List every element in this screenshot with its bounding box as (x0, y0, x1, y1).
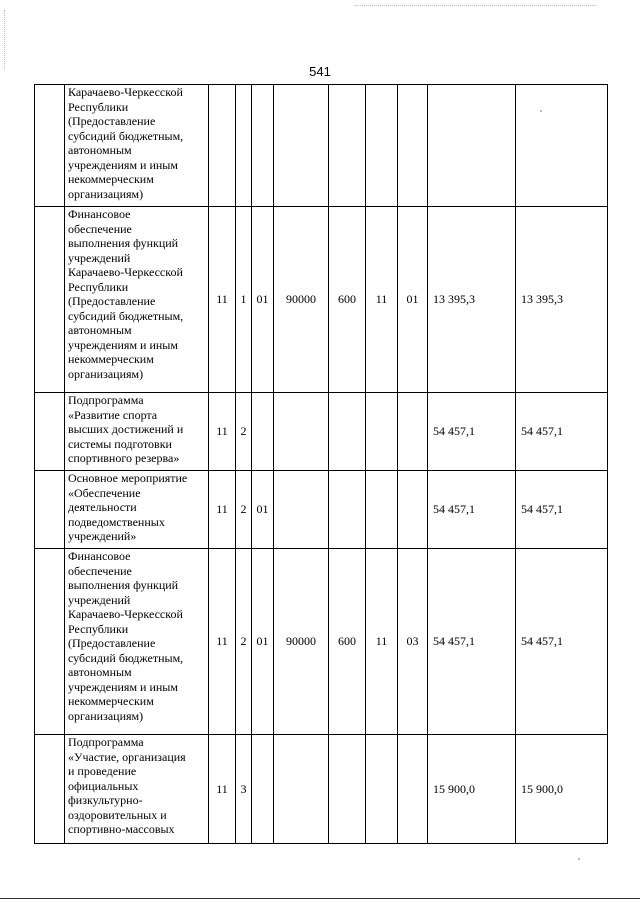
description-line: Республики (68, 279, 129, 294)
description-line: официальных (68, 778, 139, 793)
code-cell-c5: 600 (329, 549, 366, 735)
description-line: оздоровительных и (68, 807, 167, 822)
code-cell-c1 (209, 85, 236, 207)
table-row (35, 85, 608, 207)
description-line: автономным (68, 665, 132, 679)
code-cell-c7 (398, 85, 428, 207)
description-line: некоммерческим (68, 352, 154, 366)
table-row (35, 735, 608, 844)
amount1-cell: 15 900,0 (428, 735, 516, 844)
empty-cell (35, 471, 65, 549)
code-cell-c7: 01 (398, 207, 428, 393)
code-cell-c3 (252, 85, 274, 207)
empty-cell (35, 549, 65, 735)
code-cell-c1: 11 (209, 471, 236, 549)
description-line: учреждениям и иным (68, 157, 178, 172)
table-row (35, 207, 608, 393)
code-cell-c4: 90000 (274, 549, 329, 735)
amount2-cell: 13 395,3 (516, 207, 608, 393)
amount2-cell: 54 457,1 (516, 393, 608, 471)
description-line: обеспечение (68, 563, 132, 578)
empty-cell (35, 735, 65, 844)
table-row (35, 471, 608, 549)
description-line: «Обеспечение (68, 485, 141, 500)
description-line: Подпрограмма (68, 735, 144, 749)
description-line: деятельности (68, 500, 137, 514)
amount1-cell: 54 457,1 (428, 549, 516, 735)
amount1-cell: 54 457,1 (428, 471, 516, 549)
description-line: «Участие, организация (68, 749, 186, 764)
code-cell-c7 (398, 393, 428, 471)
description-line: некоммерческим (68, 694, 154, 708)
code-cell-c5 (329, 471, 366, 549)
code-cell-c3: 01 (252, 207, 274, 393)
description-cell (65, 735, 209, 844)
description-line: Карачаево-Черкесской (68, 607, 183, 621)
code-cell-c2: 3 (236, 735, 252, 844)
description-line: Подпрограмма (68, 393, 144, 407)
page-number: 541 (309, 64, 331, 79)
description-line: «Развитие спорта (68, 407, 158, 422)
code-cell-c6: 11 (366, 207, 398, 393)
code-cell-c2 (236, 85, 252, 207)
empty-cell (35, 393, 65, 471)
code-cell-c3: 01 (252, 471, 274, 549)
amount2-cell: 54 457,1 (516, 549, 608, 735)
description-line: спортивного резерва» (68, 451, 180, 465)
code-cell-c6 (366, 735, 398, 844)
code-cell-c3 (252, 393, 274, 471)
code-cell-c1: 11 (209, 207, 236, 393)
scan-artifact-bottom (0, 898, 640, 899)
code-cell-c6 (366, 85, 398, 207)
description-line: системы подготовки (68, 436, 172, 451)
code-cell-c7: 03 (398, 549, 428, 735)
description-line: (Предоставление (68, 294, 156, 308)
code-cell-c2: 1 (236, 207, 252, 393)
description-line: подведомственных (68, 514, 165, 529)
code-cell-c5 (329, 393, 366, 471)
description-line: некоммерческим (68, 172, 154, 186)
code-cell-c1: 11 (209, 549, 236, 735)
description-line: Республики (68, 621, 129, 636)
description-line: физкультурно- (68, 793, 143, 807)
amount2-cell (516, 85, 608, 207)
description-cell (65, 207, 209, 393)
description-cell (65, 471, 209, 549)
description-line: организациям) (68, 366, 144, 381)
description-line: Финансовое (68, 549, 131, 563)
code-cell-c6 (366, 393, 398, 471)
description-line: субсидий бюджетным, (68, 650, 184, 665)
code-cell-c1: 11 (209, 393, 236, 471)
description-line: Финансовое (68, 207, 131, 221)
description-line: учреждений» (68, 529, 137, 543)
amount1-cell: 54 457,1 (428, 393, 516, 471)
description-line: учреждениям и иным (68, 337, 178, 352)
table-body (35, 85, 608, 844)
code-cell-c2: 2 (236, 549, 252, 735)
table-row (35, 393, 608, 471)
code-cell-c2: 2 (236, 471, 252, 549)
description-line: учреждениям и иным (68, 679, 178, 694)
code-cell-c4: 90000 (274, 207, 329, 393)
amount1-cell (428, 85, 516, 207)
budget-table (34, 84, 608, 844)
description-cell (65, 549, 209, 735)
description-line: организациям) (68, 186, 144, 201)
code-cell-c1: 11 (209, 735, 236, 844)
description-line: автономным (68, 143, 132, 157)
table-row (35, 549, 608, 735)
description-line: обеспечение (68, 221, 132, 236)
description-line: спортивно-массовых (68, 822, 175, 836)
description-line: организациям) (68, 708, 144, 723)
description-line: Республики (68, 99, 129, 114)
code-cell-c6 (366, 471, 398, 549)
code-cell-c5 (329, 735, 366, 844)
code-cell-c5: 600 (329, 207, 366, 393)
description-cell (65, 393, 209, 471)
description-line: Основное мероприятие (68, 471, 188, 485)
description-line: выполнения функций (68, 578, 179, 592)
code-cell-c5 (329, 85, 366, 207)
amount2-cell: 15 900,0 (516, 735, 608, 844)
code-cell-c7 (398, 735, 428, 844)
code-cell-c3 (252, 735, 274, 844)
description-line: выполнения функций (68, 236, 179, 250)
description-line: Карачаево-Черкесской (68, 265, 183, 279)
empty-cell (35, 207, 65, 393)
description-line: учреждений (68, 250, 131, 265)
code-cell-c7 (398, 471, 428, 549)
description-line: и проведение (68, 764, 137, 778)
code-cell-c4 (274, 735, 329, 844)
description-line: учреждений (68, 592, 131, 607)
description-line: субсидий бюджетным, (68, 128, 184, 143)
amount1-cell: 13 395,3 (428, 207, 516, 393)
code-cell-c4 (274, 471, 329, 549)
code-cell-c4 (274, 393, 329, 471)
description-line: Карачаево-Черкесской (68, 85, 183, 99)
code-cell-c2: 2 (236, 393, 252, 471)
amount2-cell: 54 457,1 (516, 471, 608, 549)
description-cell (65, 85, 209, 207)
code-cell-c3: 01 (252, 549, 274, 735)
code-cell-c4 (274, 85, 329, 207)
description-line: (Предоставление (68, 636, 156, 650)
description-line: субсидий бюджетным, (68, 308, 184, 323)
scan-artifact-left (4, 10, 5, 70)
code-cell-c6: 11 (366, 549, 398, 735)
scan-artifact-dot (578, 858, 580, 860)
scan-artifact-top (355, 5, 595, 6)
empty-cell (35, 85, 65, 207)
description-line: (Предоставление (68, 114, 156, 128)
description-line: автономным (68, 323, 132, 337)
description-line: высших достижений и (68, 422, 184, 436)
